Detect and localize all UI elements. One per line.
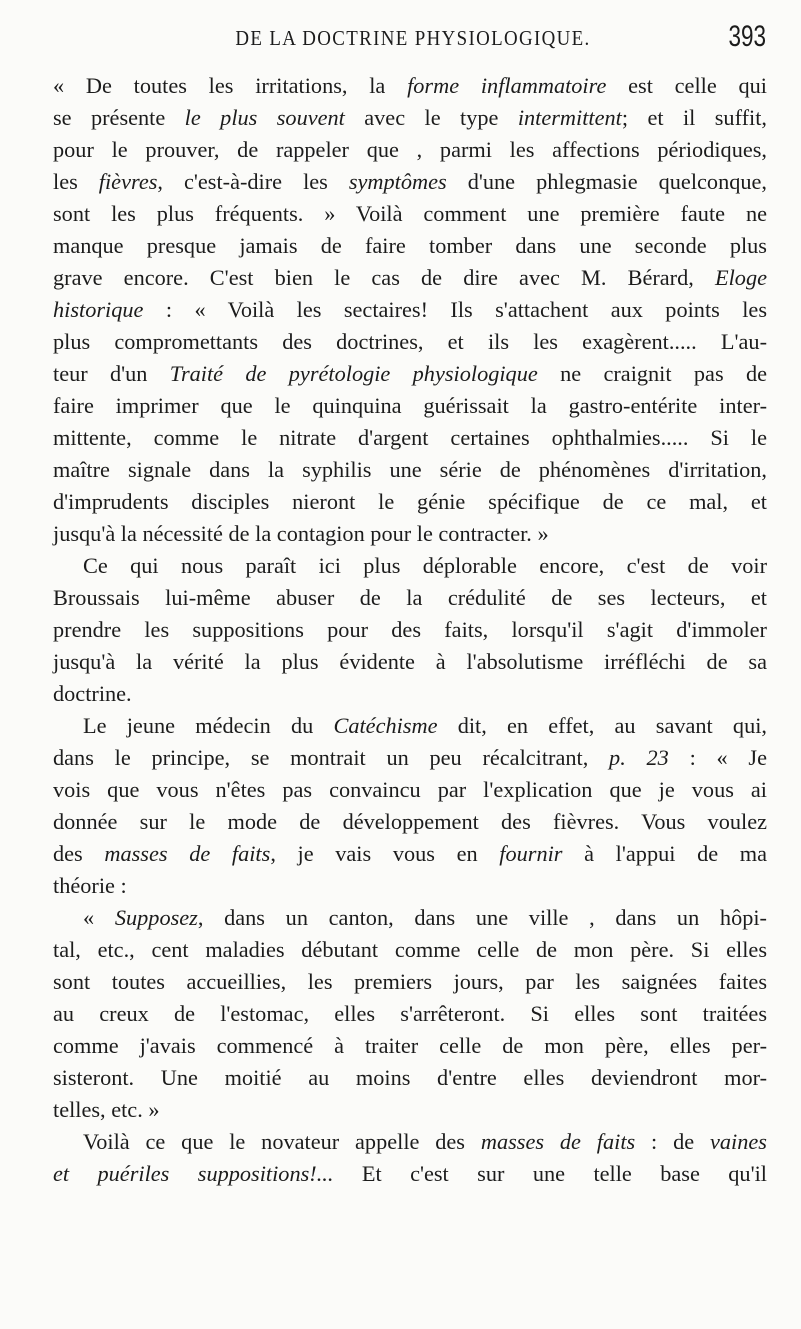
text-line	[53, 1030, 767, 1062]
text-segment: : « Je	[668, 745, 767, 770]
text-line	[53, 326, 767, 358]
italic-text: intermittent	[517, 105, 622, 130]
text-line	[53, 102, 767, 134]
italic-text: vaines	[710, 1129, 767, 1154]
text-segment: vois que vous n'êtes pas convaincu par l'explication que je vous ai	[53, 777, 767, 802]
text-segment: prendre les suppositions pour des faits, lorsqu'il s'agit d'immoler	[53, 617, 767, 642]
text-segment: grave encore. C'est bien le cas de dire avec M. Bérard,	[53, 265, 715, 290]
text-segment: les	[53, 169, 99, 194]
italic-text: Traité de pyrétologie physiologique	[169, 361, 538, 386]
text-segment: , je vais vous en	[270, 841, 500, 866]
italic-text: forme inflammatoire	[407, 73, 607, 98]
italic-text: historique	[53, 297, 144, 322]
italic-text: Catéchisme	[333, 713, 438, 738]
text-line	[53, 550, 767, 582]
text-segment: dit, en effet, au savant qui,	[437, 713, 767, 738]
text-segment: pour le prouver, de rappeler que , parmi les affections périodiques,	[53, 137, 767, 162]
text-line	[53, 966, 767, 998]
text-segment: d'imprudents disciples nieront le génie spécifique de ce mal, et	[53, 489, 767, 514]
text-segment: , dans un canton, dans une ville , dans un hôpi-	[197, 905, 767, 930]
text-segment: ; et il suffit,	[621, 105, 767, 130]
italic-text: masses de faits	[480, 1129, 636, 1154]
text-segment: sont les plus fréquents. » Voilà comment une première faute ne	[53, 201, 767, 226]
text-line	[53, 1126, 767, 1158]
italic-text: fièvres	[98, 169, 158, 194]
text-segment: doctrine.	[53, 681, 132, 706]
text-line	[53, 390, 767, 422]
text-segment: des	[53, 841, 105, 866]
text-segment: est celle qui	[606, 73, 767, 98]
text-segment: manque presque jamais de faire tomber dans une seconde plus	[53, 233, 767, 258]
text-segment: théorie :	[53, 873, 127, 898]
text-line	[53, 486, 767, 518]
text-segment: Voilà ce que le novateur appelle des	[83, 1129, 481, 1154]
text-line	[53, 774, 767, 806]
italic-text: Supposez	[114, 905, 198, 930]
italic-text: le plus souvent	[184, 105, 345, 130]
text-segment: « De toutes les irritations, la	[53, 73, 408, 98]
text-line	[53, 614, 767, 646]
text-line	[53, 582, 767, 614]
text-line	[53, 454, 767, 486]
italic-text: Eloge	[714, 265, 767, 290]
text-line	[53, 1094, 767, 1126]
text-segment: comme j'avais commencé à traiter celle de mon père, elles per-	[53, 1033, 767, 1058]
text-segment: jusqu'à la nécessité de la contagion pour le contracter. »	[53, 521, 549, 546]
text-line	[53, 518, 767, 550]
text-segment: se présente	[53, 105, 185, 130]
text-line	[53, 806, 767, 838]
text-line	[53, 998, 767, 1030]
italic-text: fournir	[499, 841, 563, 866]
text-segment: maître signale dans la syphilis une série de phénomènes d'irritation,	[53, 457, 767, 482]
text-line	[53, 70, 767, 102]
text-line	[53, 230, 767, 262]
italic-text: et puériles suppositions!...	[53, 1161, 334, 1186]
text-segment: Ce qui nous paraît ici plus déplorable encore, c'est de voir	[83, 553, 767, 578]
text-line	[53, 710, 767, 742]
text-segment: jusqu'à la vérité la plus évidente à l'absolutisme irréfléchi de sa	[53, 649, 767, 674]
text-line	[53, 1062, 767, 1094]
text-segment: sisteront. Une moitié au moins d'entre elles deviendront mor-	[53, 1065, 767, 1090]
text-segment: ne craignit pas de	[537, 361, 768, 386]
text-segment: teur d'un	[53, 361, 170, 386]
text-segment: plus compromettants des doctrines, et ils les exagèrent..... L'au-	[53, 329, 767, 354]
text-segment: : de	[635, 1129, 711, 1154]
text-line	[53, 934, 767, 966]
italic-text: p. 23	[609, 745, 669, 770]
text-line	[53, 198, 767, 230]
text-segment: donnée sur le mode de développement des fièvres. Vous voulez	[53, 809, 767, 834]
text-segment: faire imprimer que le quinquina guérissait la gastro-entérite inter-	[53, 393, 767, 418]
running-title: DE LA DOCTRINE PHYSIOLOGIQUE.	[235, 26, 591, 50]
text-line	[53, 262, 767, 294]
text-line	[53, 294, 767, 326]
text-segment: sont toutes accueillies, les premiers jours, par les saignées faites	[53, 969, 767, 994]
text-segment: au creux de l'estomac, elles s'arrêteront. Si elles sont traitées	[53, 1001, 767, 1026]
text-segment: dans le principe, se montrait un peu récalcitrant,	[53, 745, 610, 770]
text-line	[53, 742, 767, 774]
text-segment: avec le type	[344, 105, 518, 130]
text-line	[53, 678, 767, 710]
text-segment: tal, etc., cent maladies débutant comme celle de mon père. Si elles	[53, 937, 767, 962]
text-segment: «	[83, 905, 115, 930]
body-text	[53, 70, 767, 1190]
text-segment: à l'appui de ma	[562, 841, 768, 866]
text-segment: Et c'est sur une telle base qu'il	[333, 1161, 767, 1186]
text-line	[53, 166, 767, 198]
text-segment: Le jeune médecin du	[83, 713, 334, 738]
text-line	[53, 646, 767, 678]
text-segment: Broussais lui-même abuser de la crédulité de ses lecteurs, et	[53, 585, 767, 610]
text-segment: : « Voilà les sectaires! Ils s'attachent aux points les	[143, 297, 767, 322]
text-segment: telles, etc. »	[53, 1097, 160, 1122]
text-segment: , c'est-à-dire les	[157, 169, 349, 194]
page-number: 393	[728, 20, 766, 53]
text-line	[53, 358, 767, 390]
text-line	[53, 902, 767, 934]
italic-text: symptômes	[348, 169, 447, 194]
text-line	[53, 422, 767, 454]
italic-text: masses de faits	[104, 841, 271, 866]
text-line	[53, 838, 767, 870]
text-segment: d'une phlegmasie quelconque,	[446, 169, 767, 194]
running-head	[60, 20, 766, 56]
text-segment: mittente, comme le nitrate d'argent certaines ophthalmies..... Si le	[53, 425, 767, 450]
text-line	[53, 134, 767, 166]
text-line	[53, 870, 767, 902]
text-line	[53, 1158, 767, 1190]
